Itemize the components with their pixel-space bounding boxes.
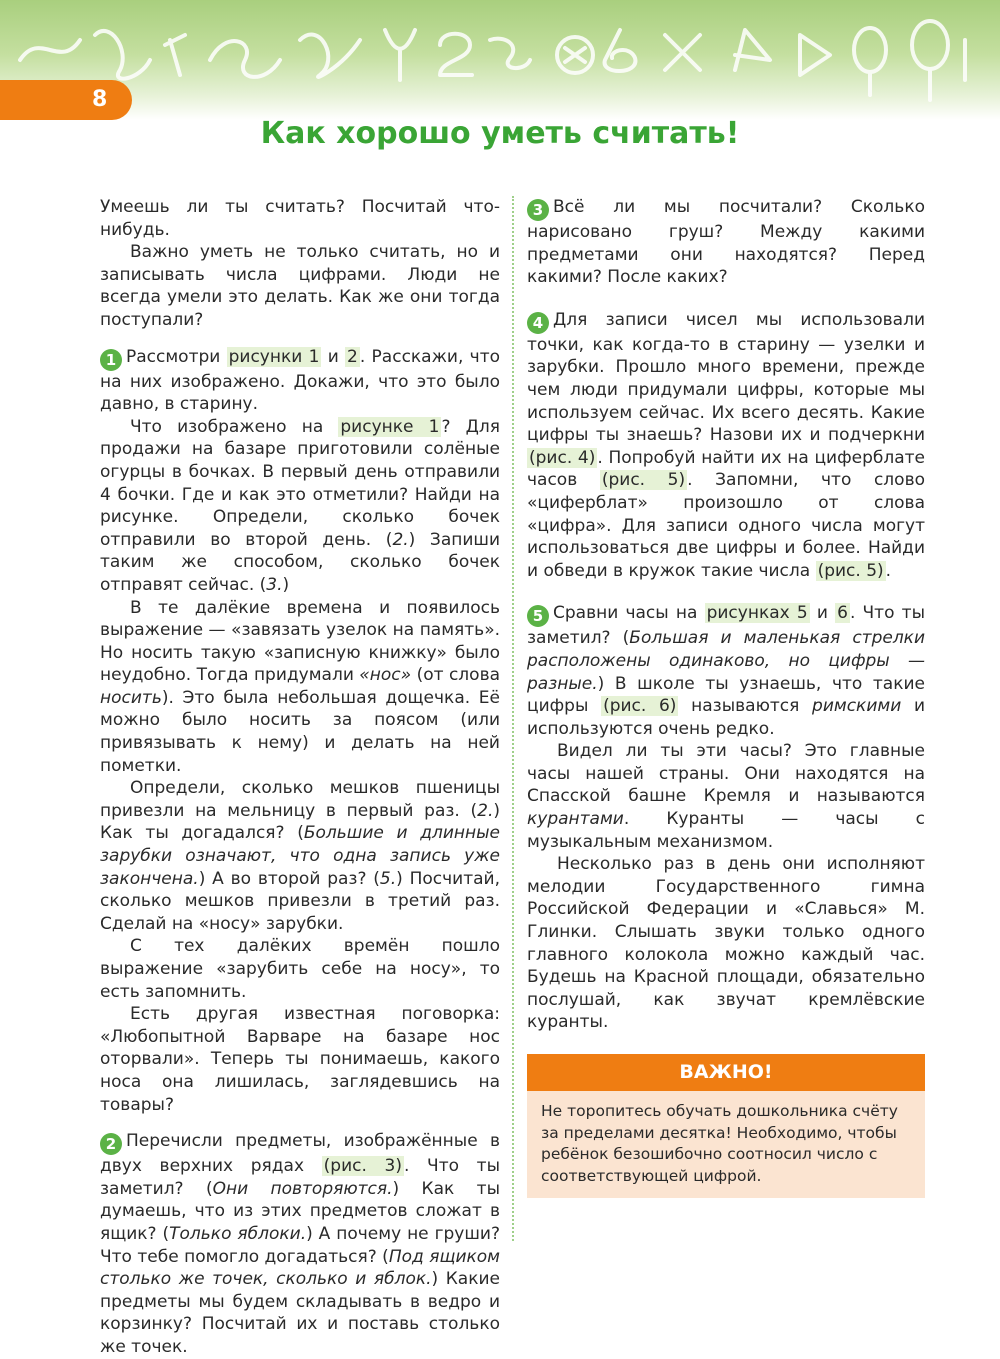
task-number-badge: 3	[527, 199, 549, 221]
task-3-paragraph: 3 Всё ли мы посчитали? Сколько нарисовано груш? Между какими предметами они находятся? Перед какими? После каких?	[527, 197, 925, 288]
important-note-title: ВАЖНО!	[527, 1054, 925, 1091]
figure-reference: 2	[347, 346, 358, 367]
figure-reference: рисунках 5	[706, 603, 808, 624]
task-4-paragraph: 4 Для записи чисел мы использовали точки, как когда-то в старину — узелки и зарубки. Прошло много времени, прежде чем люди придумали цифры, которые мы используем сейчас. Их всего десять. Какие цифры ты знаешь? Назови их и подчеркни (рис. 4) . Попробуй найти их на циферблате часов (рис. 5) . Запомни, что слово «циферблат» произошло от слова «цифра». Для записи одного числа могут использоваться две цифры и более. Найди и обведи в кружок такие числа (рис. 5) .	[527, 309, 925, 581]
page-number-tab	[0, 80, 132, 120]
important-note-box	[527, 1054, 925, 1198]
task-5-paragraph: 5 Сравни часы на рисунках 5 и 6 . Что ты заметил? (Большая и маленькая стрелки расположены одинаково, но цифры — разные.) В школе ты узнаешь, что такие цифры (рис. 6) называются римскими и используются очень редко.	[527, 603, 926, 739]
figure-reference: рисунке 1	[340, 416, 440, 437]
figure-reference: 6	[837, 603, 848, 624]
figure-reference: (рис. 5)	[601, 470, 686, 491]
decorative-header-banner	[0, 0, 1000, 120]
task-number-badge: 2	[100, 1133, 122, 1155]
task-1-paragraph: Есть другая известная поговорка: «Любопытной Варваре на базаре нос оторвали». Теперь ты понимаешь, какого носа она лишилась, заглядевшись на товары?	[100, 1004, 500, 1115]
page-number: 8	[92, 87, 108, 112]
intro-line: Умеешь ли ты считать? Посчитай что-нибудь.	[100, 197, 500, 240]
figure-reference: (рис. 5)	[817, 560, 884, 581]
task-5-paragraph: Несколько раз в день они исполняют мелодии Государственного гимна Российской Федерации и «Славься» М. Глинки. Слышать звуки только одного главного колокола можно каждый час. Будешь на Красной площади, обязательно послушай, как звучат кремлёвские куранты.	[527, 854, 925, 1033]
doodle-pattern-icon	[0, 0, 1000, 120]
left-column	[100, 196, 500, 1359]
task-number-badge: 4	[527, 312, 549, 334]
page-title: Как хорошо уметь считать!	[260, 116, 740, 151]
important-note-text: Не торопитесь обучать дошкольника счёту за пределами десятка! Необходимо, чтобы ребёнок безошибочно соотносил число с соответствующей цифрой.	[541, 1102, 898, 1185]
task-1-paragraph: Что изображено на рисунке 1 ? Для продажи на базаре приготовили солёные огурцы в бочках. В первый день отправили 4 бочки. Где и как это отметили? Найди на рисунке. Определи, сколько бочек отправили во второй день. (2.) Запиши таким же способом, сколько бочек отправят сейчас. (3.)	[100, 416, 501, 595]
right-column	[527, 196, 925, 1034]
intro-paragraph: Важно уметь не только считать, но и записывать числа цифрами. Люди не всегда умели это делать. Как же они тогда поступали?	[100, 242, 500, 330]
figure-reference: (рис. 4)	[529, 447, 596, 468]
figure-reference: (рис. 3)	[323, 1156, 402, 1177]
task-5-paragraph: Видел ли ты эти часы? Это главные часы нашей страны. Они находятся на Спасской башне Кремля и называются курантами. Куранты — часы с музыкальным механизмом.	[527, 741, 925, 852]
figure-reference: (рис. 6)	[603, 696, 677, 717]
figure-reference: рисунки 1	[228, 346, 320, 367]
task-number-badge: 1	[100, 349, 122, 371]
task-2-paragraph: 2 Перечисли предметы, изображённые в двух верхних рядах (рис. 3) . Что ты заметил? (Они повторяются.) Как ты думаешь, что из этих предметов сложат в ящик? (Только яблоки.) А почему не груши? Что тебе помогло догадаться? (Под ящиком столько же точек, сколько и яблок.) Какие предметы мы будем складывать в ведро и корзинку? Посчитай их и поставь столько же точек.	[100, 1131, 500, 1357]
task-1-paragraph: Определи, сколько мешков пшеницы привезли на мельницу в первый раз. (2.) Как ты догадался? (Большие и длинные зарубки означают, что одна запись уже закончена.) А во второй раз? (5.) Посчитай, сколько мешков привезли в третий раз. Сделай на «носу» зарубки.	[100, 778, 501, 934]
task-1-paragraph: В те далёкие времена и появилось выражение — «завязать узелок на память». Но носить такую «записную книжку» было неудобно. Тогда придумали «нос» (от слова носить). Это была небольшая дощечка. Её можно было носить за поясом (или привязывать к нему) и делать на ней пометки.	[100, 597, 500, 776]
column-divider	[512, 196, 514, 1241]
task-1-intro: 1 Рассмотри рисунки 1 и 2 . Расскажи, что на них изображено. Докажи, что это было давно, в старину.	[100, 346, 500, 415]
task-1-paragraph: С тех далёких времён пошло выражение «зарубить себе на носу», то есть запомнить.	[100, 936, 500, 1002]
task-number-badge: 5	[527, 605, 549, 627]
